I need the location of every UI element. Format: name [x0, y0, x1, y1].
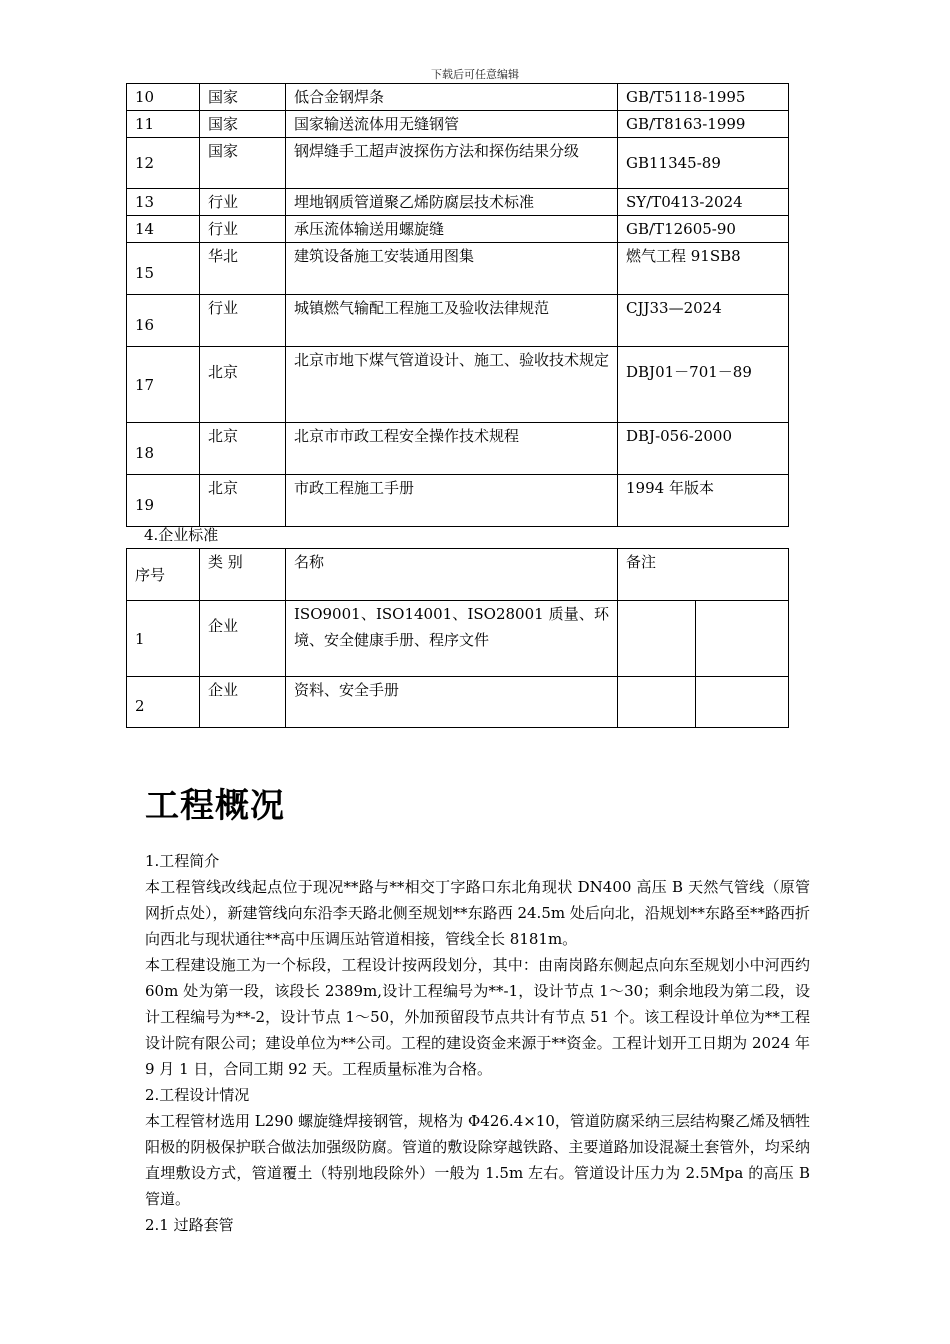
subsection-heading: 2.1 过路套管 [145, 1216, 234, 1234]
row-number: 11 [127, 111, 200, 138]
overview-body [145, 848, 810, 1238]
header-number: 序号 [127, 549, 200, 601]
subsection-heading: 2.工程设计情况 [145, 1086, 250, 1104]
table-row [127, 243, 789, 295]
row-level: 北京 [200, 475, 286, 527]
row-name: 建筑设备施工安装通用图集 [286, 243, 618, 295]
table-row [127, 295, 789, 347]
table-row [127, 475, 789, 527]
row-number: 15 [127, 243, 200, 295]
subsection-heading: 1.工程简介 [145, 852, 220, 870]
table-row [127, 138, 789, 189]
row-number: 19 [127, 475, 200, 527]
row-remark-extra [696, 601, 789, 677]
header-remark: 备注 [618, 549, 789, 601]
row-name: 低合金钢焊条 [286, 84, 618, 111]
row-name: 承压流体输送用螺旋缝 [286, 216, 618, 243]
row-name: 埋地钢质管道聚乙烯防腐层技术标准 [286, 189, 618, 216]
table-row [127, 84, 789, 111]
page-header-note: 下载后可任意编辑 [431, 68, 519, 81]
row-number: 13 [127, 189, 200, 216]
row-number: 2 [127, 677, 200, 728]
table-row [127, 347, 789, 423]
row-level: 国家 [200, 84, 286, 111]
row-name: 北京市市政工程安全操作技术规程 [286, 423, 618, 475]
row-code: 燃气工程 91SB8 [618, 243, 789, 295]
row-level: 华北 [200, 243, 286, 295]
row-name: 钢焊缝手工超声波探伤方法和探伤结果分级 [286, 138, 618, 189]
row-number: 10 [127, 84, 200, 111]
row-level: 行业 [200, 295, 286, 347]
row-code: GB11345-89 [618, 138, 789, 189]
row-level: 行业 [200, 189, 286, 216]
row-code: DBJ01－701－89 [618, 347, 789, 423]
row-level: 北京 [200, 347, 286, 423]
section-title: 工程概况 [145, 786, 285, 826]
row-name: 城镇燃气输配工程施工及验收法律规范 [286, 295, 618, 347]
table-row [127, 677, 789, 728]
row-number: 18 [127, 423, 200, 475]
row-number: 1 [127, 601, 200, 677]
row-number: 12 [127, 138, 200, 189]
row-level: 国家 [200, 111, 286, 138]
header-name: 名称 [286, 549, 618, 601]
row-name: 资料、安全手册 [286, 677, 618, 728]
table-row [127, 189, 789, 216]
row-code: GB/T12605-90 [618, 216, 789, 243]
row-level: 行业 [200, 216, 286, 243]
table-row [127, 111, 789, 138]
row-code: GB/T5118-1995 [618, 84, 789, 111]
table-row [127, 423, 789, 475]
row-remark [618, 677, 696, 728]
row-number: 16 [127, 295, 200, 347]
table-row [127, 601, 789, 677]
row-code: CJJ33—2024 [618, 295, 789, 347]
row-name: ISO9001、ISO14001、ISO28001 质量、环境、安全健康手册、程序文件 [286, 601, 618, 677]
standards-table [126, 83, 789, 527]
row-number: 17 [127, 347, 200, 423]
row-name: 市政工程施工手册 [286, 475, 618, 527]
header-category: 类 别 [200, 549, 286, 601]
paragraph: 本工程建设施工为一个标段，工程设计按两段划分，其中：由南岗路东侧起点向东至规划小中河西约 60m 处为第一段，该段长 2389m,设计工程编号为**-1，设计节点 1～30；剩余地段为第二段，设计工程编号为**-2，设计节点 1～50，外加预留段节点共计有节点 51 个。该工程设计单位为**工程设计院有限公司；建设单位为**公司。工程的建设资金来源于**资金。工程计划开工日期为 2024 年 9 月 1 日，合同工期 92 天。工程质量标准为合格。 [145, 956, 810, 1078]
enterprise-standards-caption: 4.企业标准 [144, 526, 219, 544]
row-code: SY/T0413-2024 [618, 189, 789, 216]
row-number: 14 [127, 216, 200, 243]
row-code: 1994 年版本 [618, 475, 789, 527]
paragraph: 本工程管线改线起点位于现况**路与**相交丁字路口东北角现状 DN400 高压 B 天然气管线（原管网折点处），新建管线向东沿李天路北侧至规划**东路西 24.5m 处后向北，沿规划**东路至**路西折向西北与现状通往**高中压调压站管道相接，管线全长 8181m。 [145, 878, 810, 948]
paragraph: 本工程管材选用 L290 螺旋缝焊接钢管，规格为 Φ426.4×10，管道防腐采纳三层结构聚乙烯及牺牲阳极的阴极保护联合做法加强级防腐。管道的敷设除穿越铁路、主要道路加设混凝土套管外，均采纳直埋敷设方式，管道覆土（特别地段除外）一般为 1.5m 左右。管道设计压力为 2.5Mpa 的高压 B 管道。 [145, 1112, 810, 1208]
row-name: 北京市地下煤气管道设计、施工、验收技术规定 [286, 347, 618, 423]
row-level: 北京 [200, 423, 286, 475]
row-code: DBJ-056-2000 [618, 423, 789, 475]
row-remark [618, 601, 696, 677]
table-row [127, 216, 789, 243]
row-level: 国家 [200, 138, 286, 189]
row-category: 企业 [200, 677, 286, 728]
enterprise-standards-table [126, 548, 789, 728]
row-remark-extra [696, 677, 789, 728]
row-code: GB/T8163-1999 [618, 111, 789, 138]
row-name: 国家输送流体用无缝钢管 [286, 111, 618, 138]
row-category: 企业 [200, 601, 286, 677]
table-header-row [127, 549, 789, 601]
